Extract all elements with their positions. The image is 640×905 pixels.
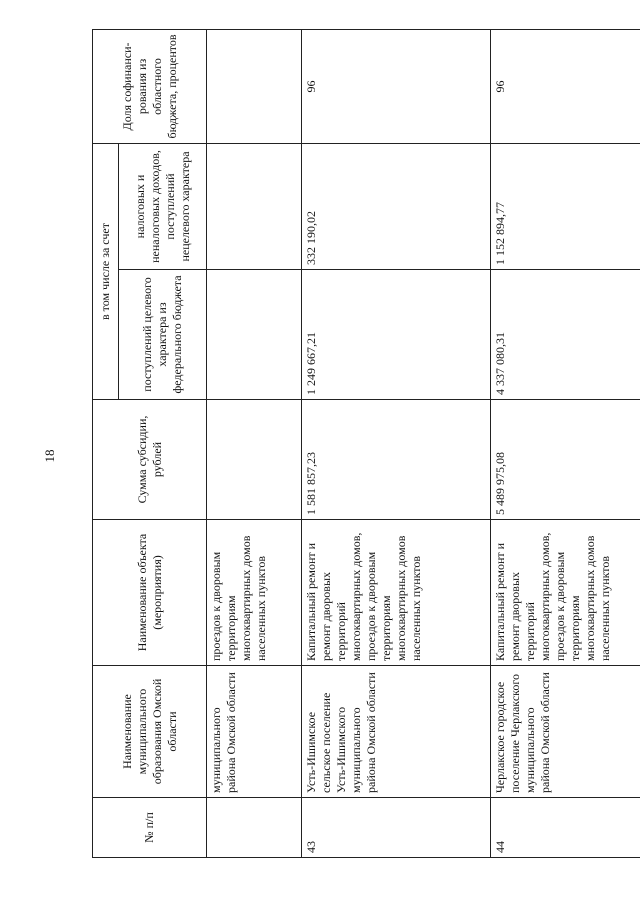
cell-tax: 332 190,02	[302, 143, 491, 269]
cell-federal: 1 249 667,21	[302, 270, 491, 400]
table-header	[93, 29, 207, 857]
cell-share: 96	[491, 29, 640, 143]
header-federal: поступлений целевого характера из федерального бюджета	[119, 270, 207, 400]
cell-object: Капитальный ремонт и ремонт дворовых территорий многоквартирных домов, проездов к дворовым территориям многоквартирных домов населенных пунктов	[491, 520, 640, 666]
cell-subsidy-sum: 1 581 857,23	[302, 400, 491, 520]
cell-federal	[207, 270, 302, 400]
table-row	[491, 29, 640, 857]
table-row	[302, 29, 491, 857]
rotated-table-container	[92, 30, 640, 858]
cell-municipality: Усть-Ишимское сельское поселение Усть-Ишимского муниципального района Омской области	[302, 666, 491, 798]
cell-share: 96	[302, 29, 491, 143]
cell-tax: 1 152 894,77	[491, 143, 640, 269]
header-subsidy-sum: Сумма субсидии, рублей	[93, 400, 207, 520]
header-object: Наименование объекта (мероприятия)	[93, 520, 207, 666]
cell-municipality: муниципального района Омской области	[207, 666, 302, 798]
cell-municipality: Черлакское городское поселение Черлакского муниципального района Омской области	[491, 666, 640, 798]
cell-num	[207, 798, 302, 858]
cell-object: проездов к дворовым территориям многоквартирных домов населенных пунктов	[207, 520, 302, 666]
cell-object: Капитальный ремонт и ремонт дворовых территорий многоквартирных домов, проездов к дворовым территориям многоквартирных домов населенных пунктов	[302, 520, 491, 666]
cell-num: 44	[491, 798, 640, 858]
cell-num: 43	[302, 798, 491, 858]
cell-subsidy-sum	[207, 400, 302, 520]
page-number: 18	[42, 449, 57, 463]
cell-federal: 4 337 080,31	[491, 270, 640, 400]
header-num: № п/п	[93, 798, 207, 858]
cell-tax	[207, 143, 302, 269]
table-body	[207, 29, 640, 857]
cell-share	[207, 29, 302, 143]
header-including: в том числе за счет	[93, 143, 119, 399]
header-tax: налоговых и неналоговых доходов, поступлений нецелевого характера	[119, 143, 207, 269]
header-municipality: Наименование муниципального образования Омской области	[93, 666, 207, 798]
cell-subsidy-sum: 5 489 975,08	[491, 400, 640, 520]
table-row	[207, 29, 302, 857]
subsidy-table	[92, 29, 640, 858]
header-share: Доля софинанси-рования из областного бюджета, процентов	[93, 29, 207, 143]
